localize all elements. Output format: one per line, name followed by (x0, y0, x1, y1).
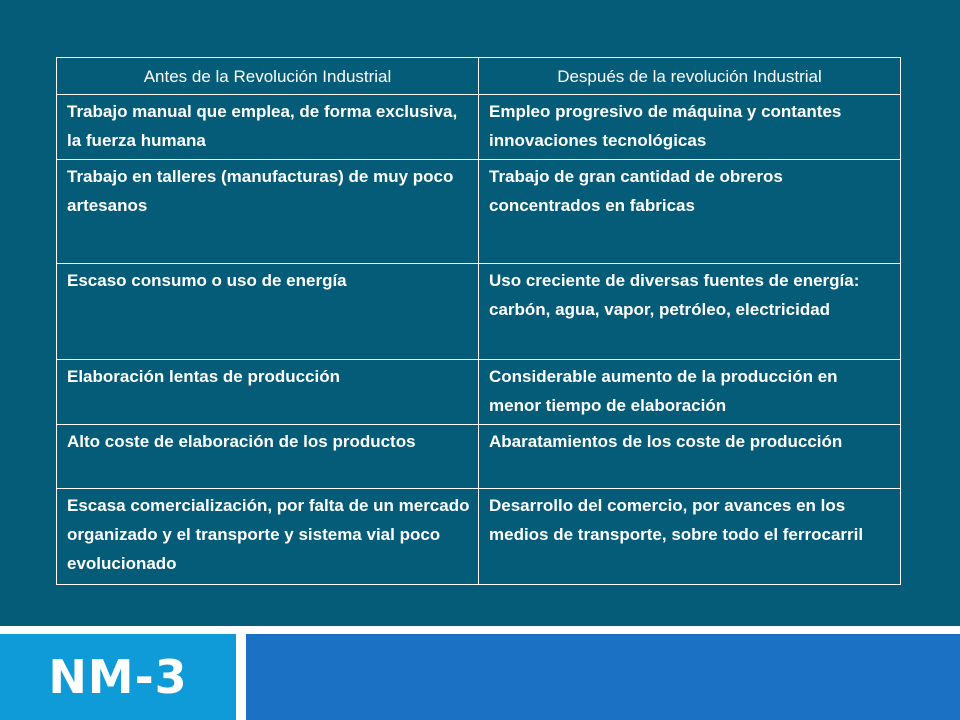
footer-divider (0, 626, 960, 634)
cell-before: Trabajo en talleres (manufacturas) de muy poco artesanos (57, 160, 479, 264)
footer-bar (246, 634, 960, 720)
cell-before: Elaboración lentas de producción (57, 360, 479, 425)
cell-before: Escasa comercialización, por falta de un mercado organizado y el transporte y sistema vial poco evolucionado (57, 489, 479, 585)
cell-after: Trabajo de gran cantidad de obreros concentrados en fabricas (479, 160, 901, 264)
table-row (57, 160, 901, 264)
table-row (57, 360, 901, 425)
footer-label: NM-3 (48, 650, 188, 704)
cell-after: Empleo progresivo de máquina y contantes innovaciones tecnológicas (479, 95, 901, 160)
cell-before: Trabajo manual que emplea, de forma exclusiva, la fuerza humana (57, 95, 479, 160)
cell-before: Alto coste de elaboración de los productos (57, 425, 479, 489)
cell-after: Considerable aumento de la producción en menor tiempo de elaboración (479, 360, 901, 425)
cell-before: Escaso consumo o uso de energía (57, 264, 479, 360)
cell-after: Uso creciente de diversas fuentes de energía: carbón, agua, vapor, petróleo, electricidad (479, 264, 901, 360)
comparison-table (56, 57, 901, 585)
table-row (57, 489, 901, 585)
table-row (57, 95, 901, 160)
table-row (57, 264, 901, 360)
header-after: Después de la revolución Industrial (479, 58, 901, 95)
header-before: Antes de la Revolución Industrial (57, 58, 479, 95)
table-row (57, 425, 901, 489)
footer-label-box (0, 634, 236, 720)
cell-after: Abaratamientos de los coste de producción (479, 425, 901, 489)
table-header-row (57, 58, 901, 95)
cell-after: Desarrollo del comercio, por avances en los medios de transporte, sobre todo el ferrocarril (479, 489, 901, 585)
